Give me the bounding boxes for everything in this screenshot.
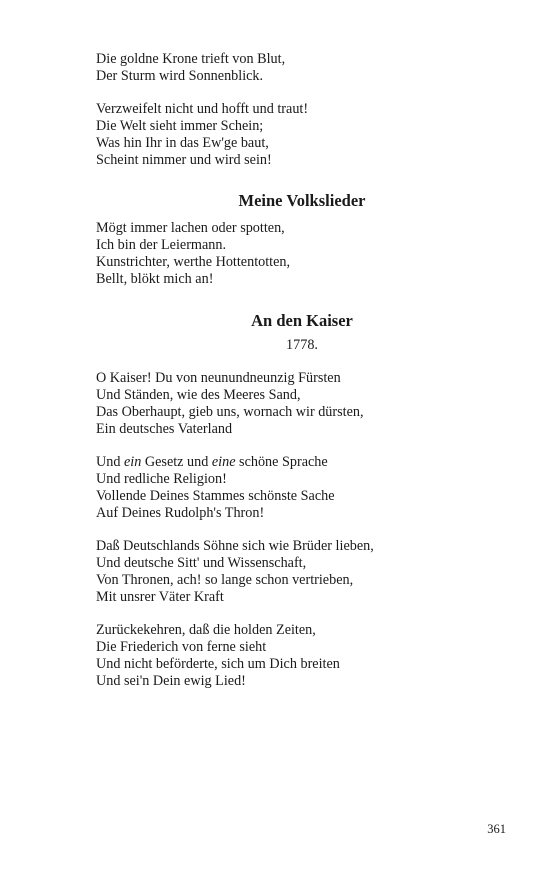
stanza	[96, 51, 456, 85]
verse-line: Und sei'n Dein ewig Lied!	[96, 673, 246, 689]
verse-line: Mit unsrer Väter Kraft	[96, 589, 224, 605]
verse-line: Der Sturm wird Sonnenblick.	[96, 68, 264, 84]
poem-stanza-3	[96, 538, 456, 606]
stanza	[96, 538, 456, 606]
verse-line: Mögt immer lachen oder spotten,	[96, 220, 285, 236]
poem-fragment	[96, 51, 456, 85]
verse-line: Das Oberhaupt, gieb uns, wornach wir dürsten,	[96, 404, 364, 420]
verse-line	[96, 454, 456, 471]
verse-line: Was hin Ihr in das Ew'ge baut,	[96, 135, 269, 151]
poem-body	[96, 220, 456, 288]
verse-line: Bellt, blökt mich an!	[96, 271, 214, 287]
stanza	[96, 622, 456, 690]
poem-fragment-stanza	[96, 101, 456, 169]
verse-line: Zurückekehren, daß die holden Zeiten,	[96, 622, 316, 638]
verse-line: Kunstrichter, werthe Hottentotten,	[96, 254, 291, 270]
verse-text: Und	[96, 454, 124, 470]
verse-line: Die goldne Krone trieft von Blut,	[96, 51, 286, 67]
verse-line: Verzweifelt nicht und hofft und traut!	[96, 101, 309, 117]
stanza	[96, 454, 456, 522]
verse-line: Und Ständen, wie des Meeres Sand,	[96, 387, 301, 403]
verse-line: Und nicht beförderte, sich um Dich breiten	[96, 656, 340, 672]
verse-line: Auf Deines Rudolph's Thron!	[96, 505, 265, 521]
poem-stanza-1	[96, 370, 456, 438]
verse-line: Scheint nimmer und wird sein!	[96, 152, 272, 168]
verse-line: Die Welt sieht immer Schein;	[96, 118, 264, 134]
verse-line: Vollende Deines Stammes schönste Sache	[96, 488, 335, 504]
verse-line: Und deutsche Sitt' und Wissenschaft,	[96, 555, 307, 571]
verse-line: Ein deutsches Vaterland	[96, 421, 233, 437]
verse-line: Ich bin der Leiermann.	[96, 237, 226, 253]
emphasis-text: ein	[123, 454, 142, 470]
verse-line: Von Thronen, ach! so lange schon vertrieben,	[96, 572, 354, 588]
verse-line: Die Friederich von ferne sieht	[96, 639, 267, 655]
poem-stanza-2	[96, 454, 456, 522]
verse-line: O Kaiser! Du von neunundneunzig Fürsten	[96, 370, 341, 386]
verse-line: Daß Deutschlands Söhne sich wie Brüder lieben,	[96, 538, 374, 554]
poem-title: An den Kaiser	[251, 311, 353, 330]
page-number: 361	[487, 822, 506, 836]
emphasis-text: eine	[211, 454, 236, 470]
verse-line: Und redliche Religion!	[96, 471, 227, 487]
verse-text: schöne Sprache	[235, 454, 328, 470]
poem-year: 1778.	[286, 337, 318, 353]
verse-text: Gesetz und	[141, 454, 212, 470]
poem-stanza-4	[96, 622, 456, 690]
stanza	[96, 220, 456, 288]
stanza	[96, 101, 456, 169]
stanza	[96, 370, 456, 438]
poem-title: Meine Volkslieder	[238, 191, 366, 210]
